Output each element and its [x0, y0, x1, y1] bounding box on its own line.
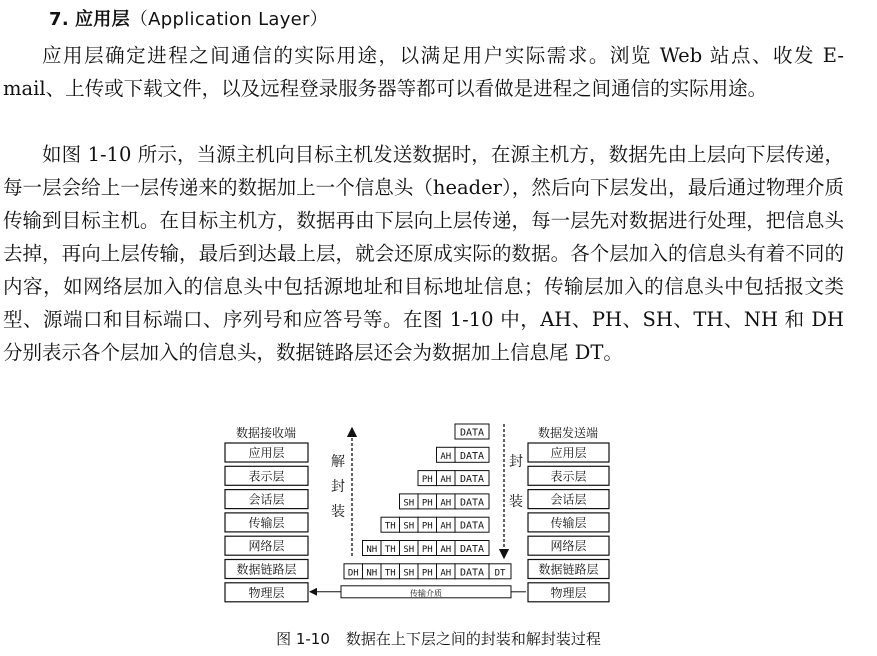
figure-caption-text: 数据在上下层之间的封装和解封装过程: [345, 630, 601, 648]
sender-layer-label: 会话层: [550, 492, 587, 507]
paragraph-2: 如图 1-10 所示，当源主机向目标主机发送数据时，在源主机方，数据先由上层向下层传递，每一层会给上一层传递来的数据加上一个信息头（header），然后向下层发出，最后通过物理介质传输到目标主机。在目标主机方，数据再由下层向上层传递，每一层先对数据进行处理，把信息头去掉，再向上层传输，最后到达最上层，就会还原成实际的数据。各个层加入的信息头有着不同的内容，如网络层加入的信息头中包括源地址和目标地址信息；传输层加入的信息头中包括报文类型、源端口和目标端口、序列号和应答号等。在图 1-10 中，AH、PH、SH、TH、NH 和 DH 分别表示各个层加入的信息头，数据链路层还会为数据加上信息尾 DT。: [3, 143, 844, 364]
packet-header: TH: [384, 545, 396, 555]
medium-label: 传输介质: [410, 588, 442, 598]
packet-header: NH: [366, 568, 378, 579]
packet-header: AH: [440, 451, 452, 462]
receiver-layer-label: 应用层: [248, 446, 285, 460]
section-title-en: （Application Layer）: [129, 9, 329, 30]
sender-layer-label: 表示层: [550, 469, 587, 484]
receiver-title: 数据接收端: [235, 426, 297, 440]
figure-caption: [0, 628, 877, 649]
packet-header: AH: [440, 568, 452, 579]
packet-data: DATA: [459, 497, 485, 509]
packet-header: SH: [403, 545, 415, 555]
packet-header: PH: [421, 545, 433, 555]
decap-label-char: 解: [331, 454, 345, 470]
packet-header: TH: [384, 568, 396, 579]
packet-data: DATA: [459, 427, 485, 439]
receiver-layer-label: 数据链路层: [236, 562, 297, 577]
packet-data: DATA: [459, 520, 485, 532]
figure-number: 图 1-10: [276, 630, 330, 648]
packet-header: NH: [366, 545, 378, 555]
packet-header: PH: [421, 475, 433, 486]
packet-data: DATA: [459, 474, 485, 486]
packet-header: SH: [403, 498, 415, 509]
packet-header: TH: [384, 521, 396, 532]
packet-header: DH: [347, 568, 359, 579]
packet-data: DATA: [459, 544, 485, 555]
receiver-layer-label: 会话层: [248, 492, 285, 507]
packet-header: AH: [440, 475, 452, 486]
sender-layer-label: 传输层: [550, 515, 587, 530]
encap-label-char: 封: [509, 454, 523, 470]
section-number: 7.: [49, 9, 69, 30]
packet-header: AH: [440, 521, 452, 532]
receiver-layer-label: 传输层: [248, 515, 285, 530]
packet-data: DATA: [459, 567, 485, 579]
packet-header: SH: [403, 568, 415, 579]
packet-data: DATA: [459, 450, 485, 462]
decap-label-char: 封: [331, 479, 345, 495]
sender-layer-label: 物理层: [550, 585, 587, 600]
packet-header: AH: [440, 498, 452, 509]
packet-header: PH: [421, 521, 433, 532]
sender-layer-label: 应用层: [550, 446, 587, 460]
packet-header: SH: [403, 521, 415, 532]
paragraph-1: 应用层确定进程之间通信的实际用途，以满足用户实际需求。浏览 Web 站点、收发 E-mail、上传或下载文件，以及远程登录服务器等都可以看做是进程之间通信的实际用途。: [3, 44, 844, 100]
receiver-layer-label: 物理层: [248, 585, 285, 600]
receiver-layer-label: 网络层: [248, 539, 285, 554]
sender-layer-label: 网络层: [550, 539, 587, 554]
packet-header: PH: [421, 498, 433, 509]
packet-header: PH: [421, 568, 433, 579]
sender-title: 数据发送端: [537, 426, 599, 440]
packet-header: AH: [440, 545, 452, 555]
packet-trailer: DT: [494, 568, 506, 579]
receiver-layer-label: 表示层: [248, 469, 285, 484]
section-title-cn: 应用层: [74, 9, 130, 30]
decap-label-char: 装: [331, 504, 345, 520]
encap-label-char: 装: [509, 494, 523, 510]
sender-layer-label: 数据链路层: [538, 562, 599, 577]
